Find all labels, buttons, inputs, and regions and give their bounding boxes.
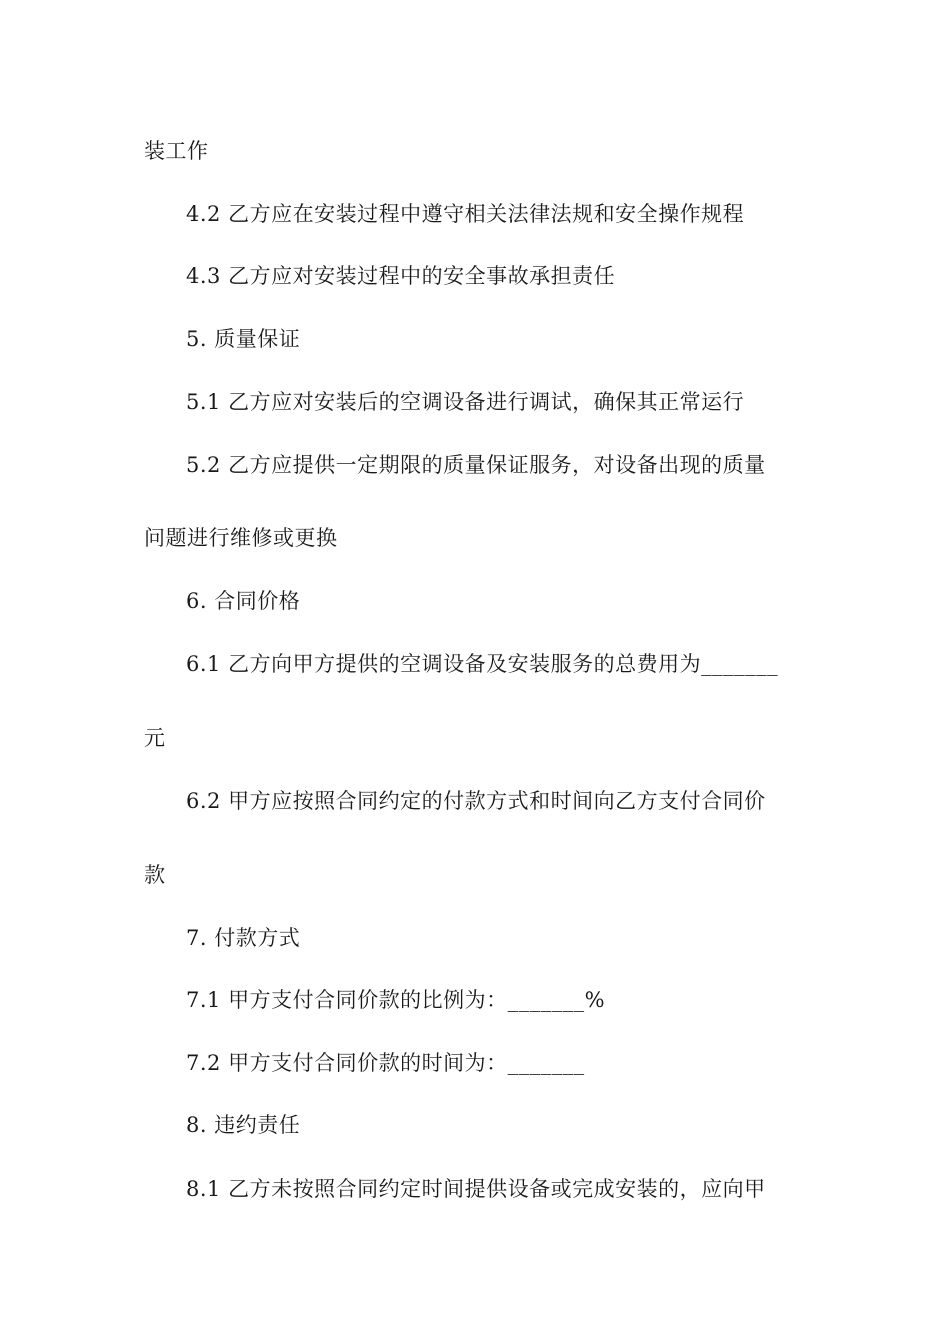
clause-5-2: 5.2 乙方应提供一定期限的质量保证服务，对设备出现的质量 — [186, 453, 766, 477]
text-line: 元 — [144, 726, 166, 750]
section-heading-7: 7. 付款方式 — [186, 926, 301, 950]
clause-7-2: 7.2 甲方支付合同价款的时间为：_______ — [186, 1051, 585, 1075]
text-line: 款 — [144, 863, 166, 887]
section-heading-5: 5. 质量保证 — [186, 327, 301, 351]
clause-8-1: 8.1 乙方未按照合同约定时间提供设备或完成安装的，应向甲 — [186, 1177, 766, 1201]
clause-7-1: 7.1 甲方支付合同价款的比例为：_______% — [186, 988, 606, 1012]
section-heading-8: 8. 违约责任 — [186, 1113, 301, 1137]
clause-6-1: 6.1 乙方向甲方提供的空调设备及安装服务的总费用为_______ — [186, 652, 779, 676]
clause-5-1: 5.1 乙方应对安装后的空调设备进行调试，确保其正常运行 — [186, 390, 745, 414]
section-heading-6: 6. 合同价格 — [186, 589, 301, 613]
clause-4-3: 4.3 乙方应对安装过程中的安全事故承担责任 — [186, 264, 616, 288]
text-line: 问题进行维修或更换 — [144, 526, 338, 550]
clause-6-2: 6.2 甲方应按照合同约定的付款方式和时间向乙方支付合同价 — [186, 789, 766, 813]
text-line: 装工作 — [144, 139, 209, 163]
clause-4-2: 4.2 乙方应在安装过程中遵守相关法律法规和安全操作规程 — [186, 202, 745, 226]
